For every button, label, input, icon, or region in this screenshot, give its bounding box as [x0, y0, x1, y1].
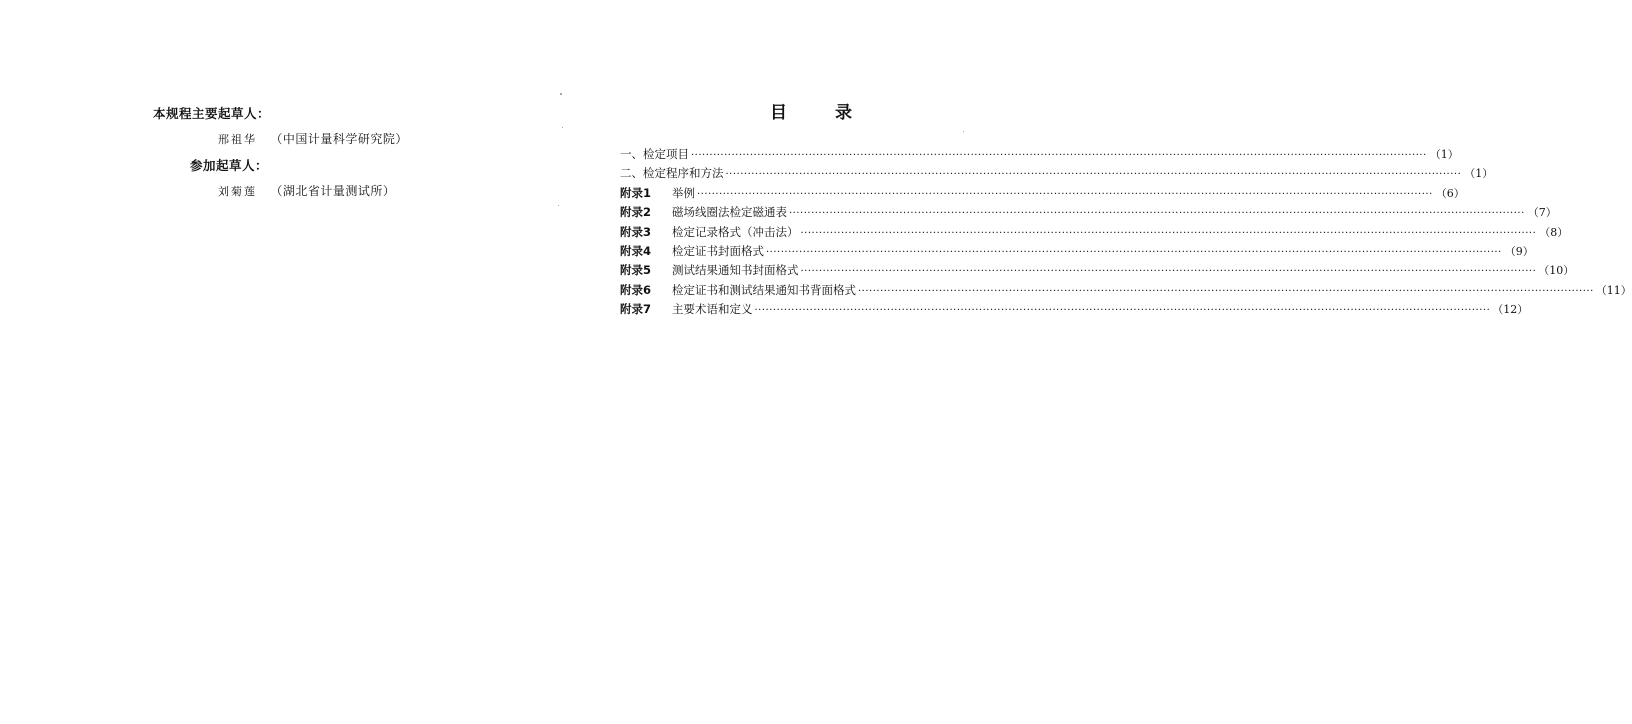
main-drafter-heading: 本规程主要起草人：	[153, 106, 271, 121]
toc-entry-text: 磁场线圈法检定磁通表	[672, 205, 787, 220]
toc-entry	[620, 185, 1465, 204]
co-drafter-name: 刘菊莲	[218, 185, 257, 198]
main-drafter-entry	[218, 130, 408, 147]
toc-entry-page: （12）	[1492, 303, 1529, 317]
scan-speck	[963, 131, 964, 132]
toc-leader-dots: ········································································································································································································	[858, 285, 1594, 297]
toc-leader-dots: ········································································································································································································	[725, 169, 1462, 181]
toc-entry-page: （10）	[1538, 264, 1575, 278]
toc-entry-label: 附录6	[620, 282, 652, 297]
toc-entry-label: 附录5	[620, 263, 652, 278]
toc-leader-dots: ········································································································································································································	[691, 150, 1427, 161]
toc-entry	[620, 301, 1529, 320]
toc-title	[770, 98, 852, 123]
scan-speck	[558, 205, 559, 206]
toc-entry	[620, 165, 1494, 184]
toc-entry-page: （7）	[1527, 206, 1557, 220]
toc-leader-dots: ········································································································································································································	[766, 246, 1502, 258]
toc-entry-page: （9）	[1504, 244, 1534, 258]
right-page	[512, 0, 1632, 724]
toc-entry-page: （1）	[1429, 148, 1459, 161]
toc-entry-text: 主要术语和定义	[672, 302, 753, 317]
toc-leader-dots: ········································································································································································································	[800, 266, 1537, 278]
toc-leader-dots: ········································································································································································································	[789, 208, 1525, 220]
toc-entry	[620, 282, 1632, 301]
toc-entry-page: （11）	[1595, 283, 1632, 297]
toc-leader-dots: ········································································································································································································	[754, 305, 1491, 317]
toc-entry-text: 测试结果通知书封面格式	[672, 263, 799, 278]
co-drafter-org: （湖北省计量测试所）	[270, 184, 396, 198]
toc-entry-text: 举例	[672, 185, 695, 200]
toc-entry-label: 附录3	[620, 224, 652, 239]
toc-entry-label: 附录1	[620, 185, 652, 200]
co-drafter-entry	[218, 182, 395, 199]
main-drafter-org: （中国计量科学研究院）	[270, 132, 408, 146]
left-page	[0, 0, 512, 724]
toc-entry-text: 一、检定项目	[620, 147, 689, 161]
toc-entry-text: 二、检定程序和方法	[620, 166, 724, 181]
toc-entry	[620, 146, 1459, 165]
toc-entry-page: （8）	[1539, 225, 1569, 239]
toc-entry-text: 检定证书封面格式	[672, 243, 764, 258]
toc-entry	[620, 262, 1575, 281]
toc-entry	[620, 224, 1569, 243]
scan-speck	[562, 127, 563, 128]
toc-entry-text: 检定记录格式（冲击法）	[672, 224, 799, 239]
toc-entry-page: （6）	[1435, 186, 1465, 200]
co-drafter-heading: 参加起草人：	[190, 158, 269, 173]
toc-leader-dots: ········································································································································································································	[697, 188, 1433, 200]
toc-leader-dots: ········································································································································································································	[800, 227, 1537, 239]
toc-entry-label: 附录4	[620, 243, 652, 258]
toc-entry	[620, 243, 1534, 262]
toc-entry	[620, 204, 1557, 223]
scan-speck	[560, 93, 562, 95]
toc-entry-text: 检定证书和测试结果通知书背面格式	[672, 282, 856, 297]
toc-title-char-2: 录	[835, 103, 852, 123]
main-drafter-name: 邢祖华	[218, 133, 257, 146]
toc-entry-page: （1）	[1464, 167, 1494, 181]
toc-entry-label: 附录7	[620, 302, 652, 317]
toc-title-char-1: 目	[770, 103, 787, 123]
toc-list	[620, 146, 1632, 321]
toc-entry-label: 附录2	[620, 205, 652, 220]
